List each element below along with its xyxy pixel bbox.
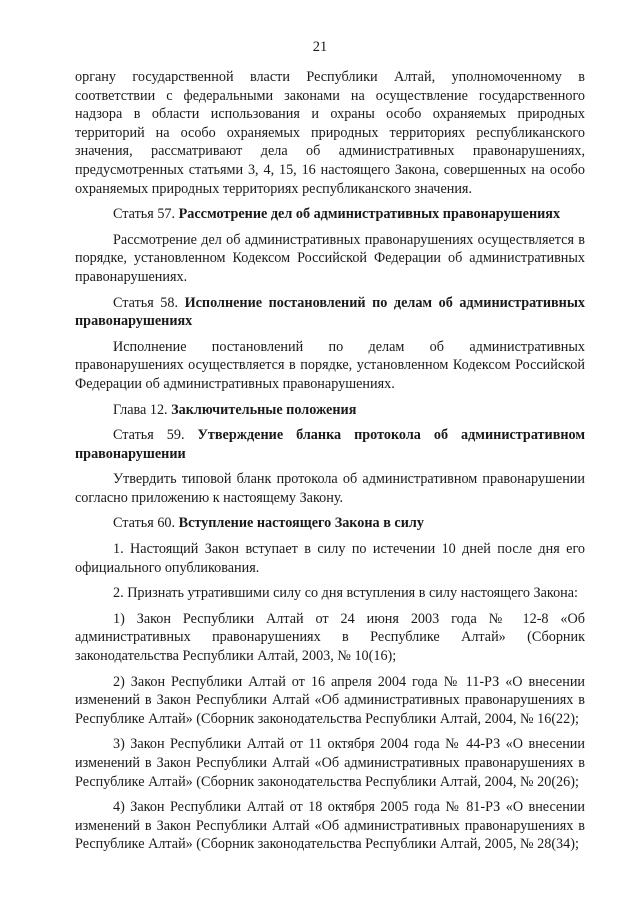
article-60-heading — [75, 514, 585, 533]
article-57-text: Рассмотрение дел об административных правонарушениях осуществляется в порядке, установленном Кодексом Российской Федерации об административных правонарушениях. — [75, 231, 585, 285]
repealed-law-item: 2) Закон Республики Алтай от 16 апреля 2004 года № 11-РЗ «О внесении изменений в Закон Республики Алтай «Об административных правонарушениях в Республике Алтай» (Сборник законодательства Республики Алтай, 2004, № 16(22); — [75, 673, 585, 727]
article-58-title: Исполнение постановлений по делам об административных правонарушениях — [75, 294, 585, 330]
page-number: 21 — [312, 39, 328, 55]
article-58-text: Исполнение постановлений по делам об административных правонарушениях осуществляется в порядке, установленном Кодексом Российской Федерации об административных правонарушениях. — [75, 338, 585, 392]
article-57-title: Рассмотрение дел об административных правонарушениях — [178, 206, 561, 223]
article-59-label: Статья 59. — [113, 427, 185, 444]
article-59-text: Утвердить типовой бланк протокола об административном правонарушении согласно приложению к настоящему Закону. — [75, 471, 585, 506]
article-57-heading — [75, 205, 585, 224]
repealed-law-item: 4) Закон Республики Алтай от 18 октября 2005 года № 81-РЗ «О внесении изменений в Закон Республики Алтай «Об административных правонарушениях в Республике Алтай» (Сборник законодательства Республики Алтай, 2005, № 28(34); — [75, 799, 585, 853]
chapter-12-title: Заключительные положения — [171, 401, 357, 418]
chapter-12-heading — [75, 401, 585, 420]
article-60-paragraph-2: 2. Признать утратившими силу со дня вступления в силу настоящего Закона: — [113, 585, 578, 602]
intro-paragraph: органу государственной власти Республики Алтай, уполномоченному в соответствии с федеральными законами на осуществление государственного надзора в области использования и охраны особо охраняемых природных территорий на особо охраняемых природных территориях республиканского значения, рассматривают дела об административных правонарушениях, предусмотренных статьями 3, 4, 15, 16 настоящего Закона, совершенных на особо охраняемых природных территориях республиканского значения. — [75, 69, 585, 197]
repealed-law-item: 1) Закон Республики Алтай от 24 июня 2003 года № 12-8 «Об административных правонарушениях в Республике Алтай» (Сборник законодательства Республики Алтай, 2003, № 10(16); — [75, 610, 585, 665]
article-60-title: Вступление настоящего Закона в силу — [178, 515, 424, 532]
article-58-heading — [75, 294, 585, 331]
article-60-label: Статья 60. — [113, 515, 176, 532]
article-57-label: Статья 57. — [113, 206, 176, 223]
article-58-label: Статья 58. — [113, 294, 179, 311]
chapter-12-label: Глава 12. — [113, 401, 168, 418]
article-59-heading — [75, 426, 585, 463]
article-60-paragraph-1: 1. Настоящий Закон вступает в силу по истечении 10 дней после дня его официального опубликования. — [75, 541, 585, 576]
document-body — [75, 68, 585, 854]
article-59-title: Утверждение бланка протокола об административном правонарушении — [75, 427, 586, 462]
repealed-law-item: 3) Закон Республики Алтай от 11 октября 2004 года № 44-РЗ «О внесении изменений в Закон Республики Алтай «Об административных правонарушениях в Республике Алтай» (Сборник законодательства Республики Алтай, 2004, № 20(26); — [75, 736, 585, 790]
